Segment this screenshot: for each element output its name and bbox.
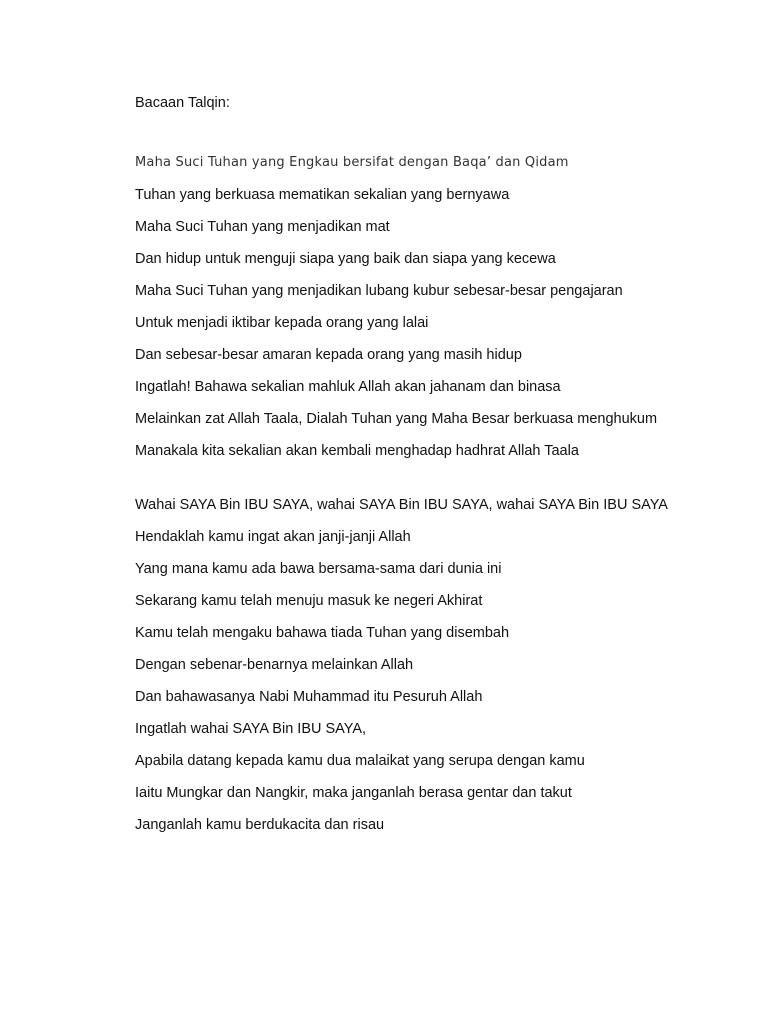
paragraph: Wahai SAYA Bin IBU SAYA, wahai SAYA Bin IBU SAYA, wahai SAYA Bin IBU SAYA (135, 497, 668, 513)
paragraph: Kamu telah mengaku bahawa tiada Tuhan yang disembah (135, 625, 510, 641)
paragraph: Dengan sebenar-benarnya melainkan Allah (135, 657, 414, 673)
talqin-section-2 (135, 496, 695, 834)
paragraph: Ingatlah! Bahawa sekalian mahluk Allah akan jahanam dan binasa (135, 379, 561, 395)
document-body (135, 94, 695, 848)
paragraph: Hendaklah kamu ingat akan janji-janji Allah (135, 529, 411, 545)
paragraph: Maha Suci Tuhan yang menjadikan lubang kubur sebesar-besar pengajaran (135, 283, 623, 299)
paragraph: Manakala kita sekalian akan kembali menghadap hadhrat Allah Taala (135, 443, 579, 459)
paragraph: Tuhan yang berkuasa mematikan sekalian yang bernyawa (135, 187, 510, 203)
paragraph: Maha Suci Tuhan yang menjadikan mat (135, 219, 390, 235)
paragraph: Apabila datang kepada kamu dua malaikat yang serupa dengan kamu (135, 753, 585, 769)
document-title: Bacaan Talqin: (135, 95, 230, 111)
paragraph: Melainkan zat Allah Taala, Dialah Tuhan yang Maha Besar berkuasa menghukum (135, 411, 658, 427)
paragraph: Maha Suci Tuhan yang Engkau bersifat dengan Baqa’ dan Qidam (135, 155, 569, 170)
paragraph: Ingatlah wahai SAYA Bin IBU SAYA, (135, 721, 367, 737)
paragraph: Janganlah kamu berdukacita dan risau (135, 817, 385, 833)
talqin-section-1 (135, 154, 695, 460)
paragraph: Dan bahawasanya Nabi Muhammad itu Pesuruh Allah (135, 689, 483, 705)
paragraph: Iaitu Mungkar dan Nangkir, maka janganlah berasa gentar dan takut (135, 785, 572, 801)
paragraph: Sekarang kamu telah menuju masuk ke negeri Akhirat (135, 593, 483, 609)
paragraph: Untuk menjadi iktibar kepada orang yang lalai (135, 315, 429, 331)
paragraph: Yang mana kamu ada bawa bersama-sama dari dunia ini (135, 561, 502, 577)
paragraph: Dan sebesar-besar amaran kepada orang yang masih hidup (135, 347, 522, 363)
paragraph: Dan hidup untuk menguji siapa yang baik dan siapa yang kecewa (135, 251, 556, 267)
